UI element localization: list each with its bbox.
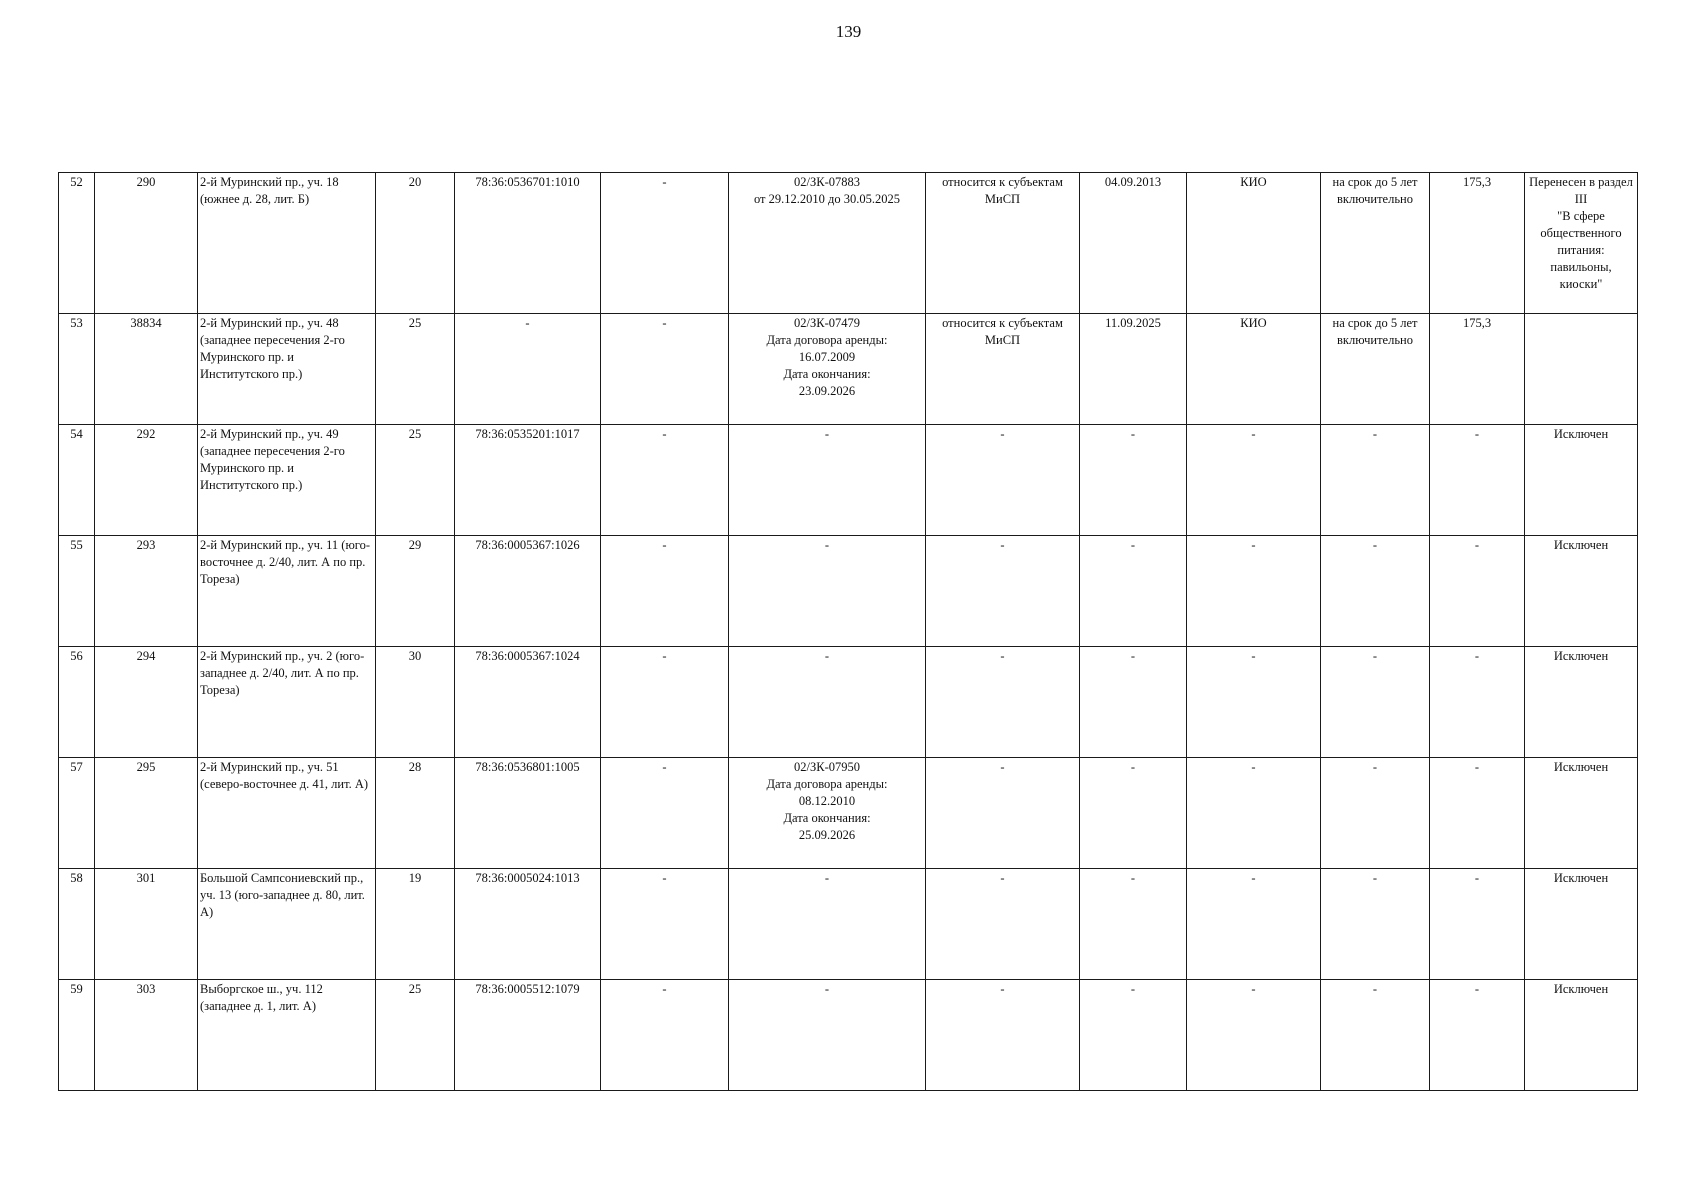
registry-number-cell: 292	[95, 425, 198, 536]
area-cell: -	[1430, 869, 1525, 980]
row-number-cell: 58	[59, 869, 95, 980]
term-line: включительно	[1337, 333, 1413, 347]
row-number-cell: 56	[59, 647, 95, 758]
smsp-cell	[926, 536, 1080, 647]
organ-cell: -	[1187, 758, 1321, 869]
term-cell	[1321, 536, 1430, 647]
address-cell: 2-й Муринский пр., уч. 18 (южнее д. 28, лит. Б)	[198, 173, 376, 314]
district-cell: 25	[376, 314, 455, 425]
smsp-cell	[926, 980, 1080, 1091]
date-cell: -	[1080, 425, 1187, 536]
term-line: на срок до 5 лет	[1332, 175, 1418, 189]
table-row	[59, 173, 1638, 314]
district-cell: 25	[376, 980, 455, 1091]
smsp-cell	[926, 869, 1080, 980]
contract-line: Дата договора аренды:	[766, 777, 888, 791]
smsp-line: -	[1000, 982, 1005, 996]
address-cell: 2-й Муринский пр., уч. 48 (западнее пересечения 2-го Муринского пр. и Институтского пр.)	[198, 314, 376, 425]
note-line: "В сфере	[1557, 209, 1605, 223]
smsp-line: -	[1000, 649, 1005, 663]
table-row	[59, 536, 1638, 647]
district-cell: 20	[376, 173, 455, 314]
term-cell	[1321, 314, 1430, 425]
contract-line: 02/ЗК-07883	[794, 175, 860, 189]
organ-cell: -	[1187, 647, 1321, 758]
contract-cell	[729, 980, 926, 1091]
table-row	[59, 758, 1638, 869]
column-6-cell: -	[601, 173, 729, 314]
contract-line: Дата договора аренды:	[766, 333, 888, 347]
district-cell: 30	[376, 647, 455, 758]
term-cell	[1321, 758, 1430, 869]
address-cell: 2-й Муринский пр., уч. 2 (юго-западнее д. 2/40, лит. А по пр. Тореза)	[198, 647, 376, 758]
row-number-cell: 54	[59, 425, 95, 536]
contract-line: 25.09.2026	[798, 828, 856, 842]
address-cell: 2-й Муринский пр., уч. 51 (северо-восточнее д. 41, лит. А)	[198, 758, 376, 869]
note-line: питания:	[1557, 243, 1605, 257]
date-cell: -	[1080, 869, 1187, 980]
table-row	[59, 647, 1638, 758]
note-line: общественного	[1540, 226, 1622, 240]
smsp-cell	[926, 425, 1080, 536]
organ-cell: -	[1187, 869, 1321, 980]
address-cell: 2-й Муринский пр., уч. 11 (юго-восточнее д. 2/40, лит. А по пр. Тореза)	[198, 536, 376, 647]
cadastral-number-cell: 78:36:0005512:1079	[455, 980, 601, 1091]
table-row	[59, 980, 1638, 1091]
cadastral-number-cell: -	[455, 314, 601, 425]
contract-line: -	[824, 871, 830, 885]
term-cell	[1321, 647, 1430, 758]
note-line: Исключен	[1553, 982, 1609, 996]
row-number-cell: 55	[59, 536, 95, 647]
row-number-cell: 53	[59, 314, 95, 425]
registry-number-cell: 38834	[95, 314, 198, 425]
column-6-cell: -	[601, 869, 729, 980]
organ-cell: -	[1187, 425, 1321, 536]
organ-cell: КИО	[1187, 173, 1321, 314]
date-cell: -	[1080, 980, 1187, 1091]
contract-line: 02/ЗК-07950	[794, 760, 860, 774]
column-6-cell: -	[601, 425, 729, 536]
contract-cell	[729, 536, 926, 647]
note-line: Исключен	[1553, 538, 1609, 552]
date-cell: 04.09.2013	[1080, 173, 1187, 314]
note-line: Исключен	[1553, 760, 1609, 774]
column-6-cell: -	[601, 536, 729, 647]
table-row	[59, 314, 1638, 425]
column-6-cell: -	[601, 314, 729, 425]
column-6-cell: -	[601, 980, 729, 1091]
cadastral-number-cell: 78:36:0536701:1010	[455, 173, 601, 314]
organ-cell: -	[1187, 536, 1321, 647]
note-cell	[1525, 869, 1638, 980]
registry-number-cell: 301	[95, 869, 198, 980]
address-cell: 2-й Муринский пр., уч. 49 (западнее пересечения 2-го Муринского пр. и Институтского пр.)	[198, 425, 376, 536]
note-cell	[1525, 758, 1638, 869]
note-line: Исключен	[1553, 871, 1609, 885]
smsp-line: -	[1000, 871, 1005, 885]
cadastral-number-cell: 78:36:0005367:1026	[455, 536, 601, 647]
area-cell: -	[1430, 980, 1525, 1091]
district-cell: 28	[376, 758, 455, 869]
registry-number-cell: 294	[95, 647, 198, 758]
area-cell: 175,3	[1430, 173, 1525, 314]
table-row	[59, 425, 1638, 536]
term-line: -	[1372, 538, 1378, 552]
note-line: III	[1574, 192, 1588, 206]
note-cell	[1525, 173, 1638, 314]
area-cell: -	[1430, 647, 1525, 758]
note-cell	[1525, 536, 1638, 647]
smsp-line: относится к субъектам	[942, 175, 1063, 189]
contract-line: 16.07.2009	[798, 350, 856, 364]
note-line: Исключен	[1553, 649, 1609, 663]
district-cell: 29	[376, 536, 455, 647]
table-row	[59, 869, 1638, 980]
contract-cell	[729, 869, 926, 980]
smsp-line: -	[1000, 538, 1005, 552]
smsp-cell	[926, 647, 1080, 758]
cadastral-number-cell: 78:36:0005367:1024	[455, 647, 601, 758]
organ-cell: -	[1187, 980, 1321, 1091]
contract-cell	[729, 314, 926, 425]
smsp-line: относится к субъектам	[942, 316, 1063, 330]
term-line: -	[1372, 871, 1378, 885]
contract-line: 02/ЗК-07479	[794, 316, 860, 330]
address-cell: Большой Сампсониевский пр., уч. 13 (юго-западнее д. 80, лит. А)	[198, 869, 376, 980]
note-line: киоски"	[1559, 277, 1603, 291]
term-cell	[1321, 425, 1430, 536]
contract-line: 23.09.2026	[798, 384, 856, 398]
contract-cell	[729, 425, 926, 536]
row-number-cell: 52	[59, 173, 95, 314]
date-cell: -	[1080, 536, 1187, 647]
row-number-cell: 57	[59, 758, 95, 869]
contract-line: -	[824, 649, 830, 663]
date-cell: -	[1080, 758, 1187, 869]
term-cell	[1321, 980, 1430, 1091]
term-line: -	[1372, 760, 1378, 774]
registry-number-cell: 295	[95, 758, 198, 869]
contract-line: Дата окончания:	[783, 367, 871, 381]
contract-cell	[729, 758, 926, 869]
term-line: -	[1372, 649, 1378, 663]
registry-number-cell: 303	[95, 980, 198, 1091]
contract-cell	[729, 647, 926, 758]
page-number: 139	[835, 22, 862, 41]
registry-number-cell: 290	[95, 173, 198, 314]
district-cell: 25	[376, 425, 455, 536]
date-cell: -	[1080, 647, 1187, 758]
contract-cell	[729, 173, 926, 314]
registry-number-cell: 293	[95, 536, 198, 647]
organ-cell: КИО	[1187, 314, 1321, 425]
cadastral-number-cell: 78:36:0535201:1017	[455, 425, 601, 536]
contract-line: Дата окончания:	[783, 811, 871, 825]
smsp-line: МиСП	[984, 192, 1021, 206]
area-cell: -	[1430, 758, 1525, 869]
column-6-cell: -	[601, 758, 729, 869]
term-line: на срок до 5 лет	[1332, 316, 1418, 330]
smsp-cell	[926, 758, 1080, 869]
table-body	[59, 173, 1638, 1091]
note-line: павильоны,	[1550, 260, 1612, 274]
contract-line: -	[824, 427, 830, 441]
term-cell	[1321, 869, 1430, 980]
smsp-line: МиСП	[984, 333, 1021, 347]
area-cell: -	[1430, 425, 1525, 536]
district-cell: 19	[376, 869, 455, 980]
note-line: Перенесен в раздел	[1529, 175, 1633, 189]
term-line: включительно	[1337, 192, 1413, 206]
note-line: Исключен	[1553, 427, 1609, 441]
smsp-cell	[926, 314, 1080, 425]
cadastral-number-cell: 78:36:0005024:1013	[455, 869, 601, 980]
area-cell: -	[1430, 536, 1525, 647]
contract-line: 08.12.2010	[798, 794, 856, 808]
smsp-cell	[926, 173, 1080, 314]
smsp-line: -	[1000, 427, 1005, 441]
note-cell	[1525, 425, 1638, 536]
smsp-line: -	[1000, 760, 1005, 774]
cadastral-number-cell: 78:36:0536801:1005	[455, 758, 601, 869]
contract-line: -	[824, 538, 830, 552]
row-number-cell: 59	[59, 980, 95, 1091]
note-cell	[1525, 314, 1638, 425]
term-line: -	[1372, 982, 1378, 996]
note-cell	[1525, 647, 1638, 758]
address-cell: Выборгское ш., уч. 112 (западнее д. 1, лит. А)	[198, 980, 376, 1091]
column-6-cell: -	[601, 647, 729, 758]
area-cell: 175,3	[1430, 314, 1525, 425]
note-cell	[1525, 980, 1638, 1091]
term-line: -	[1372, 427, 1378, 441]
date-cell: 11.09.2025	[1080, 314, 1187, 425]
contract-line: от 29.12.2010 до 30.05.2025	[753, 192, 901, 206]
contract-line: -	[824, 982, 830, 996]
register-table	[58, 172, 1638, 1091]
term-cell	[1321, 173, 1430, 314]
